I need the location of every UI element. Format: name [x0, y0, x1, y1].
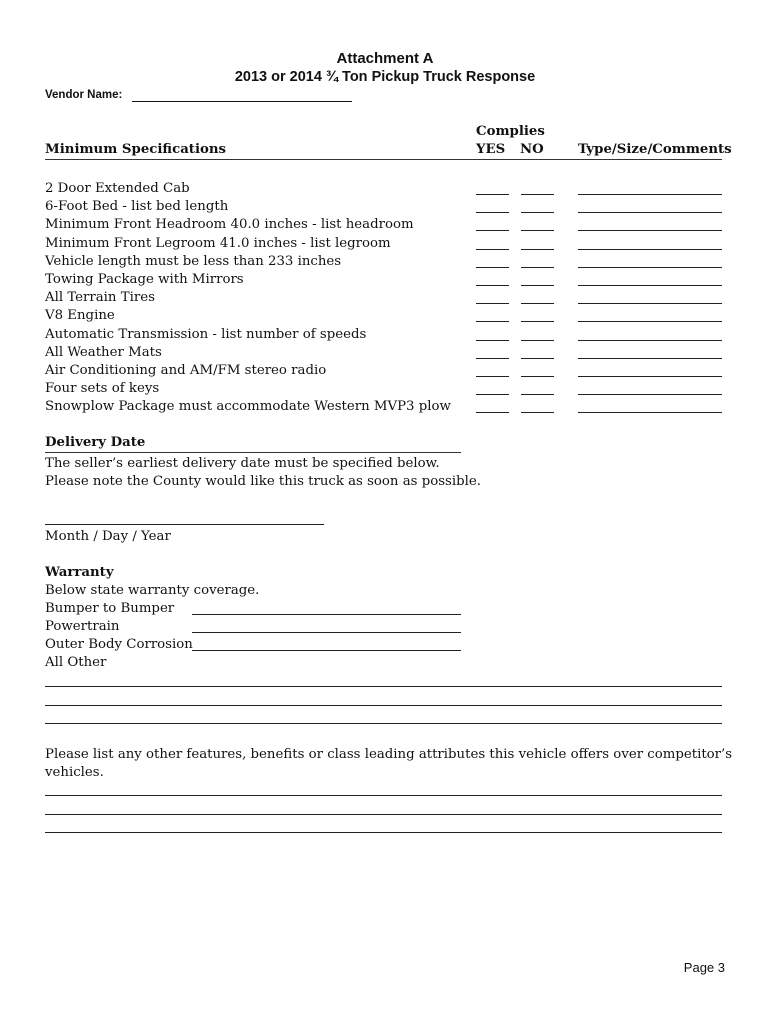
powertrain-field[interactable]	[192, 632, 461, 633]
warranty-intro: Below state warranty coverage.	[45, 583, 260, 598]
spec-item-label: Snowplow Package must accommodate Western MVP3 plow	[45, 399, 451, 415]
spec-yes-field[interactable]	[476, 376, 509, 377]
spec-yes-field[interactable]	[476, 321, 509, 322]
spec-comments-field[interactable]	[578, 267, 722, 268]
spec-yes-field[interactable]	[476, 412, 509, 413]
spec-item-label: Minimum Front Legroom 41.0 inches - list legroom	[45, 235, 391, 251]
vendor-name-field[interactable]	[132, 101, 352, 102]
specs-header-rule	[45, 159, 722, 160]
yes-header: YES	[476, 142, 506, 157]
spec-item-label: 6-Foot Bed - list bed length	[45, 199, 229, 215]
spec-item-label: Towing Package with Mirrors	[45, 272, 244, 287]
spec-yes-field[interactable]	[476, 394, 509, 395]
spec-yes-field[interactable]	[476, 194, 509, 195]
spec-no-field[interactable]	[521, 267, 554, 268]
features-field-2[interactable]	[45, 814, 722, 815]
date-format-label: Month / Day / Year	[45, 529, 171, 544]
spec-yes-field[interactable]	[476, 340, 509, 341]
bumper-label: Bumper to Bumper	[45, 601, 175, 616]
spec-item-label: Air Conditioning and AM/FM stereo radio	[45, 363, 327, 378]
spec-yes-field[interactable]	[476, 230, 509, 231]
spec-item-label: Vehicle length must be less than 233 inches	[45, 253, 342, 269]
spec-yes-field[interactable]	[476, 249, 509, 250]
all-other-field-3[interactable]	[45, 723, 722, 724]
features-field-1[interactable]	[45, 795, 722, 796]
spec-no-field[interactable]	[521, 358, 554, 359]
bumper-field[interactable]	[192, 614, 461, 615]
spec-no-field[interactable]	[521, 249, 554, 250]
powertrain-label: Powertrain	[45, 619, 120, 634]
spec-comments-field[interactable]	[578, 321, 722, 322]
spec-yes-field[interactable]	[476, 267, 509, 268]
features-field-3[interactable]	[45, 832, 722, 833]
no-header: NO	[520, 142, 544, 157]
spec-comments-field[interactable]	[578, 249, 722, 250]
spec-no-field[interactable]	[521, 321, 554, 322]
spec-no-field[interactable]	[521, 303, 554, 304]
document-subtitle: 2013 or 2014 ¾ Ton Pickup Truck Response	[234, 69, 536, 85]
spec-no-field[interactable]	[521, 230, 554, 231]
min-specs-heading: Minimum Specifications	[45, 142, 227, 157]
delivery-date-field[interactable]	[45, 524, 324, 525]
all-other-field-1[interactable]	[45, 686, 722, 687]
all-other-field-2[interactable]	[45, 705, 722, 706]
spec-comments-field[interactable]	[578, 285, 722, 286]
features-prompt-line-1: Please list any other features, benefits or class leading attributes this vehicle offers over competitor’s	[45, 747, 733, 762]
spec-item-label: 2 Door Extended Cab	[45, 181, 190, 196]
spec-comments-field[interactable]	[578, 394, 722, 395]
spec-no-field[interactable]	[521, 376, 554, 377]
spec-no-field[interactable]	[521, 394, 554, 395]
spec-comments-field[interactable]	[578, 194, 722, 195]
spec-comments-field[interactable]	[578, 358, 722, 359]
spec-item-label: Automatic Transmission - list number of speeds	[45, 326, 367, 342]
document-title: Attachment A	[336, 50, 434, 67]
spec-no-field[interactable]	[521, 212, 554, 213]
spec-item-label: All Weather Mats	[45, 344, 162, 360]
comments-header: Type/Size/Comments	[578, 142, 732, 157]
delivery-rule	[45, 452, 461, 453]
complies-header: Complies	[476, 124, 545, 139]
spec-no-field[interactable]	[521, 285, 554, 286]
corrosion-field[interactable]	[192, 650, 461, 651]
spec-yes-field[interactable]	[476, 212, 509, 213]
delivery-line-2: Please note the County would like this truck as soon as possible.	[45, 474, 481, 489]
features-prompt-line-2: vehicles.	[45, 765, 104, 780]
spec-comments-field[interactable]	[578, 376, 722, 377]
spec-item-label: All Terrain Tires	[45, 290, 155, 306]
warranty-heading: Warranty	[45, 565, 114, 580]
spec-comments-field[interactable]	[578, 230, 722, 231]
spec-comments-field[interactable]	[578, 303, 722, 304]
spec-comments-field[interactable]	[578, 212, 722, 213]
spec-no-field[interactable]	[521, 340, 554, 341]
spec-comments-field[interactable]	[578, 412, 722, 413]
spec-item-label: Four sets of keys	[45, 381, 160, 397]
spec-item-label: V8 Engine	[45, 308, 115, 324]
vendor-name-label: Vendor Name:	[45, 89, 123, 101]
spec-yes-field[interactable]	[476, 358, 509, 359]
all-other-label: All Other	[45, 655, 107, 670]
page-number: Page 3	[683, 960, 725, 975]
delivery-line-1: The seller’s earliest delivery date must be specified below.	[45, 456, 440, 471]
spec-comments-field[interactable]	[578, 340, 722, 341]
spec-item-label: Minimum Front Headroom 40.0 inches - list headroom	[45, 217, 414, 233]
corrosion-label: Outer Body Corrosion	[45, 637, 193, 652]
spec-yes-field[interactable]	[476, 303, 509, 304]
spec-no-field[interactable]	[521, 412, 554, 413]
spec-yes-field[interactable]	[476, 285, 509, 286]
delivery-heading: Delivery Date	[45, 435, 146, 450]
spec-no-field[interactable]	[521, 194, 554, 195]
